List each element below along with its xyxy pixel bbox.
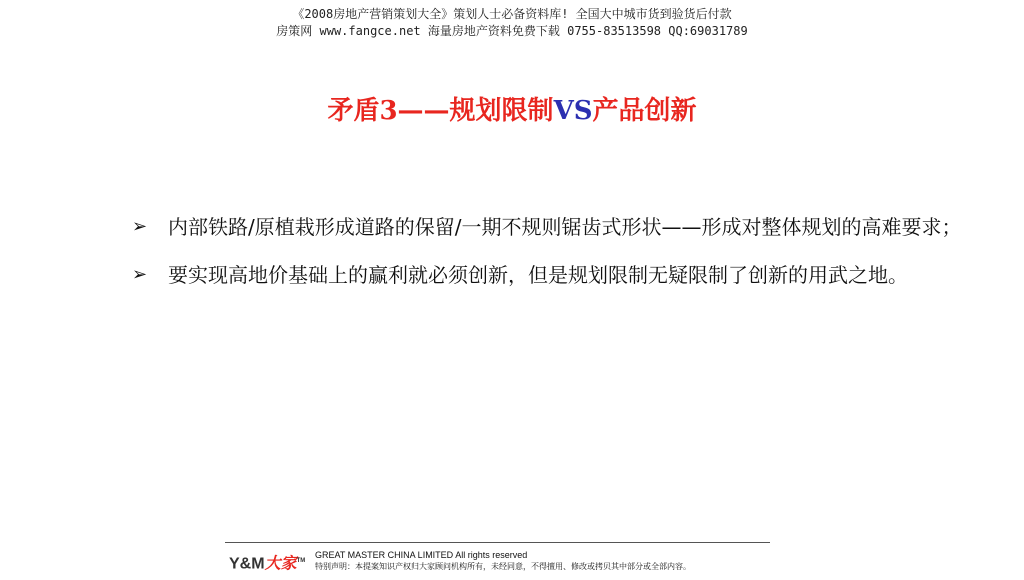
- bullet-text: 内部铁路/原植栽形成道路的保留/一期不规则锯齿式形状——形成对整体规划的高难要求；: [168, 215, 962, 239]
- page-footer: [225, 543, 775, 577]
- footer-text-block: [315, 549, 775, 573]
- header-line-1: 《2008房地产营销策划大全》策划人士必备资料库! 全国大中城市货到验货后付款: [292, 7, 732, 21]
- title-part-1: 矛盾3——规划限制: [327, 96, 554, 126]
- title-part-3: 产品创新: [592, 96, 697, 126]
- header-line-2: 房策网 www.fangce.net 海量房地产资料免费下载 0755-83513598 QQ:69031789: [276, 24, 748, 38]
- company-logo: [229, 549, 309, 573]
- bullet-arrow-icon: ➢: [132, 216, 148, 237]
- bullet-list: [132, 205, 962, 301]
- document-header: [0, 6, 1024, 40]
- logo-trademark: TM: [296, 558, 306, 564]
- copyright-text: GREAT MASTER CHINA LIMITED All rights reserved: [315, 550, 528, 560]
- bullet-text: 要实现高地价基础上的赢利就必须创新，但是规划限制无疑限制了创新的用武之地。: [168, 263, 908, 287]
- bullet-arrow-icon: ➢: [132, 264, 148, 285]
- logo-mark: 大家: [264, 553, 297, 573]
- title-part-vs: VS: [553, 96, 593, 126]
- slide-title: [0, 90, 1024, 127]
- legal-notice: 特别声明：本提案知识产权归大家顾问机构所有，未经同意，不得擅用、修改或拷贝其中部分或全部内容。: [315, 562, 691, 571]
- bullet-item: [132, 205, 962, 249]
- bullet-item: [132, 253, 962, 297]
- logo-text: Y&M: [229, 555, 265, 573]
